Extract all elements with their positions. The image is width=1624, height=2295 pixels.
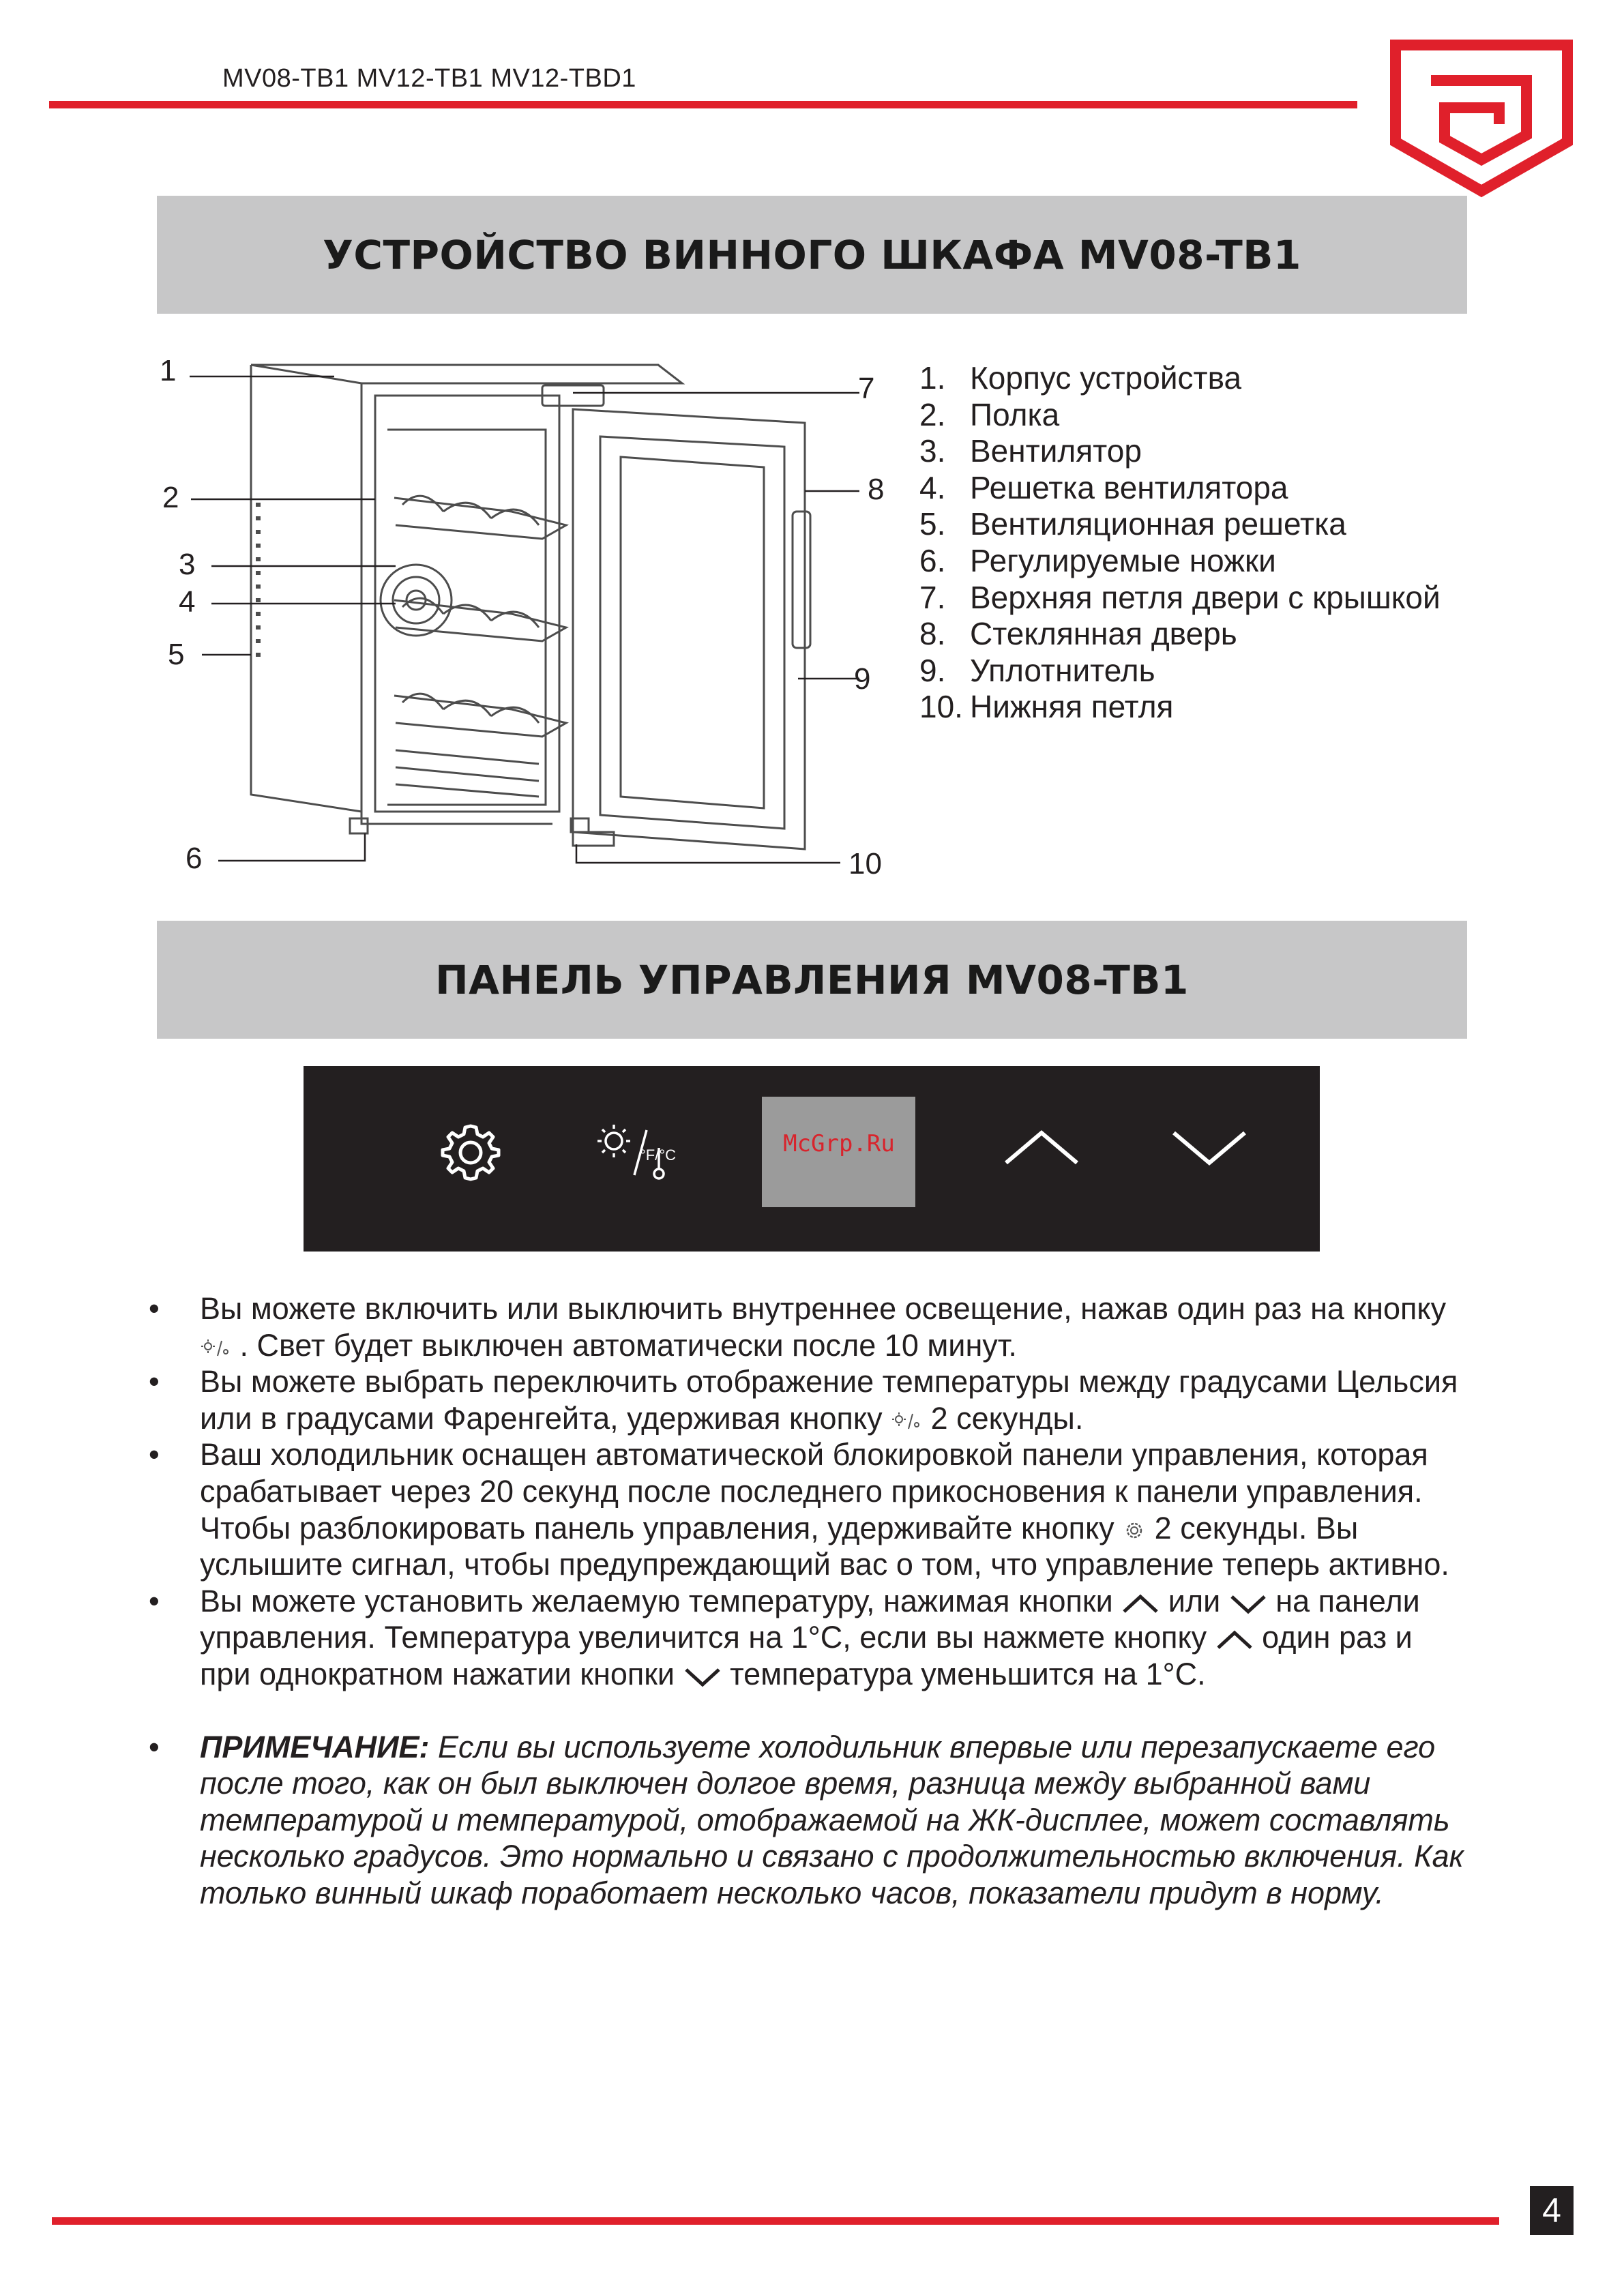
watermark: McGrp.Ru (783, 1130, 895, 1157)
callout-5: 5 (168, 638, 185, 671)
bullet: • (149, 1583, 160, 1618)
legend-item (919, 580, 1441, 617)
instruction-text: Ваш холодильник оснащен автоматической блокировкой панели управления, которая срабатывает через 20 секунд после последнего прикосновения к панели управления. Чтобы разблокировать панель управления, удерживайте кнопку (200, 1437, 1428, 1545)
legend-item (919, 360, 1441, 397)
instructions (147, 1290, 1470, 1912)
chevron-up-icon[interactable] (1001, 1127, 1082, 1168)
legend-item (919, 433, 1441, 470)
legend-text: Уплотнитель (970, 652, 1155, 688)
gear-icon[interactable] (440, 1121, 501, 1182)
callout-10: 10 (848, 847, 882, 880)
instruction-text: 2 секунды. Вы услышите сигнал, чтобы предупреждающий вас о том, что управление теперь активно. (200, 1510, 1449, 1582)
header-divider (49, 101, 1357, 108)
legend-num: 8. (919, 616, 946, 652)
instruction-text: один раз и при однократном нажатии кнопки (200, 1620, 1413, 1691)
footer-divider (52, 2217, 1499, 2225)
chevron-down-icon (1229, 1593, 1267, 1614)
instruction-text: Вы можете выбрать переключить отображение температуры между градусами Цельсия или в градусами Фаренгейта, удерживая кнопку (200, 1364, 1458, 1436)
legend-text: Нижняя петля (970, 689, 1174, 725)
legend-item (919, 506, 1441, 543)
note-text: Если вы используете холодильник впервые или перезапускаете его после того, как он был выключен долгое время, разница между выбранной вами температурой и температурой, отображаемой на ЖК-дисплее, может составлять несколько градусов. Это нормально и связано с продолжительностью включения. Как только винный шкаф поработает несколько часов, показатели придут в норму. (200, 1729, 1464, 1910)
instruction-text: температура уменьшится на 1°С. (721, 1656, 1206, 1691)
legend-text: Полка (970, 396, 1060, 432)
legend-num: 7. (919, 579, 946, 615)
callout-2: 2 (162, 481, 179, 514)
legend-item (919, 397, 1441, 434)
instruction-item (147, 1363, 1470, 1436)
bullet: • (149, 1364, 160, 1400)
legend-text: Регулируемые ножки (970, 542, 1276, 578)
instruction-text: или (1160, 1583, 1229, 1618)
bullet: • (149, 1729, 160, 1764)
legend-item (919, 653, 1441, 690)
legend-item (919, 470, 1441, 507)
instruction-item (147, 1290, 1470, 1363)
legend-item (919, 543, 1441, 580)
callout-6: 6 (186, 842, 203, 875)
section-title-panel: ПАНЕЛЬ УПРАВЛЕНИЯ MV08-TB1 (157, 921, 1467, 1039)
light-icon[interactable] (593, 1121, 685, 1189)
wine-cabinet-diagram (150, 341, 907, 900)
chevron-down-icon[interactable] (1168, 1127, 1250, 1168)
instruction-item (147, 1583, 1470, 1693)
legend-text: Верхняя петля двери с крышкой (970, 579, 1441, 615)
legend-num: 2. (919, 396, 946, 432)
callout-8: 8 (868, 473, 885, 506)
callout-9: 9 (854, 662, 871, 696)
legend-num: 3. (919, 433, 946, 469)
instruction-item (147, 1436, 1470, 1582)
bullet: • (149, 1437, 160, 1472)
light-icon (891, 1411, 922, 1430)
legend-num: 6. (919, 542, 946, 578)
instruction-text: Вы можете включить или выключить внутреннее освещение, нажав один раз на кнопку (200, 1291, 1447, 1326)
legend-text: Стеклянная дверь (970, 616, 1237, 652)
legend-num: 9. (919, 652, 946, 688)
callout-1: 1 (160, 354, 177, 387)
note-item (147, 1729, 1470, 1912)
header-models: MV08-TB1 MV12-TB1 MV12-TBD1 (222, 64, 636, 93)
instruction-text: Вы можете установить желаемую температуру, нажимая кнопки (200, 1583, 1122, 1618)
instruction-text: 2 секунды. (922, 1400, 1084, 1436)
brand-logo (1390, 40, 1573, 198)
legend-text: Вентиляционная решетка (970, 506, 1346, 542)
chevron-up-icon (1215, 1629, 1254, 1650)
instruction-text: . Свет будет выключен автоматически после 10 минут. (231, 1327, 1017, 1363)
callout-7: 7 (858, 372, 875, 405)
gear-icon (1123, 1519, 1146, 1542)
chevron-up-icon (1121, 1593, 1160, 1614)
legend-num: 10. (919, 689, 963, 725)
bullet: • (149, 1291, 160, 1326)
light-icon (200, 1338, 231, 1357)
legend-item (919, 616, 1441, 653)
legend-text: Вентилятор (970, 433, 1142, 469)
legend-text: Корпус устройства (970, 360, 1242, 396)
instruction-text: на панели управления. Температура увеличится на 1°С, если вы нажмете кнопку (200, 1583, 1420, 1655)
chevron-down-icon (683, 1665, 722, 1687)
legend-text: Решетка вентилятора (970, 469, 1288, 505)
unit-label: °F/°C (640, 1146, 677, 1164)
parts-legend (919, 360, 1441, 726)
legend-item (919, 689, 1441, 726)
legend-num: 5. (919, 506, 946, 542)
page-number: 4 (1530, 2186, 1574, 2235)
legend-num: 1. (919, 360, 946, 396)
legend-num: 4. (919, 469, 946, 505)
section-title-device: УСТРОЙСТВО ВИННОГО ШКАФА MV08-TB1 (157, 196, 1467, 314)
callout-4: 4 (179, 585, 196, 619)
callout-3: 3 (179, 548, 196, 581)
control-panel (304, 1066, 1320, 1252)
note-label: ПРИМЕЧАНИЕ: (200, 1729, 430, 1764)
